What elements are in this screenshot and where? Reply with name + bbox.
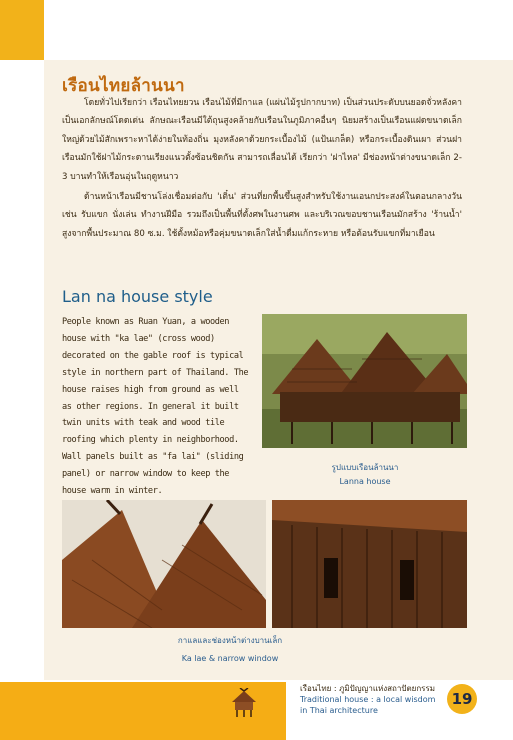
footer-thai-title: เรือนไทย : ภูมิปัญญาแห่งสถาปัตยกรรม xyxy=(300,684,436,693)
english-section-title: Lan na house style xyxy=(62,287,213,306)
thai-section-title: เรือนไทยล้านนา xyxy=(62,76,185,96)
footer-english-line-1: Traditional house : a local wisdom xyxy=(300,695,436,704)
roof-ka-lae-photo xyxy=(62,500,266,628)
lanna-house-photo xyxy=(262,314,467,448)
footer-divider xyxy=(0,680,286,682)
narrow-window-photo xyxy=(272,500,467,628)
photo1-caption-english: Lanna house xyxy=(339,477,391,486)
page-number: 19 xyxy=(447,684,477,714)
corner-color-block xyxy=(0,0,44,60)
photo1-caption-thai: รูปแบบเรือนล้านนา xyxy=(331,463,399,472)
photo23-caption-english: Ka lae & narrow window xyxy=(181,654,279,663)
english-paragraph: People known as Ruan Yuan, a wooden house with "ka lae" (cross wood) decorated on the gable roof is typical style in northern part of Thailand. The house raises high from ground as well as other regions. In general it built twin units with teak and wood tile roofing which plenty in neighborhood. Wall panels built as "fa lai" (sliding panel) or narrow window to keep the house warm in winter. xyxy=(62,317,249,497)
thai-paragraph-2: ด้านหน้าเรือนมีชานโล่งเชื่อมต่อกับ 'เติ๋น' ส่วนที่ยกพื้นขึ้นสูงสำหรับใช้งานเอนกประสงค์ในตอนกลางวัน เช่น รับแขก นั่งเล่น ทำงานฝีมือ รวมถึงเป็นพื้นที่ตั้งศพในงานศพ และบริเวณขอบชานเรือนมักสร้าง 'ร้านน้ำ' สูงจากพื้นประมาณ 80 ซ.ม. ใช้ตั้งหม้อหรือคุ่มขนาดเล็กใส่น้ำดื่มแก้กระหาย หรือต้อนรับแขกที่มาเยือน xyxy=(62,192,462,239)
photo23-caption-thai: กาแลและช่องหน้าต่างบานเล็ก xyxy=(177,636,283,645)
footer-english-line-2: in Thai architecture xyxy=(300,706,378,715)
thai-paragraph-1: โดยทั่วไปเรียกว่า เรือนไทยยวน เรือนไม้ที่มีกาแล (แผ่นไม้รูปกากบาท) เป็นส่วนประดับบนยอดจั่วหลังคาเป็นเอกลักษณ์โดดเด่น ลักษณะเรือนมีใต้ถุนสูงคล้ายกับเรือนในภูมิภาคอื่นๆ นิยมสร้างเป็นเรือนแฝดขนาดเล็กใหญ่ด้วยไม้สักเพราะหาได้ง่ายในท้องถิ่น มุงหลังคาด้วยกระเบื้องไม้ (แป้นเกล็ด) หรือกระเบื้องดินเผา ส่วนฝาเรือนมักใช้ฝาไม้กระดานเรียงแนวตั้งซ้อนชิดกัน สามารถเลื่อนได้ เรียกว่า 'ฝาไหล' มีช่องหน้าต่างขนาดเล็ก 2-3 บานทำให้เรือนอุ่นในฤดูหนาว xyxy=(62,98,462,182)
thai-house-icon xyxy=(228,688,260,718)
